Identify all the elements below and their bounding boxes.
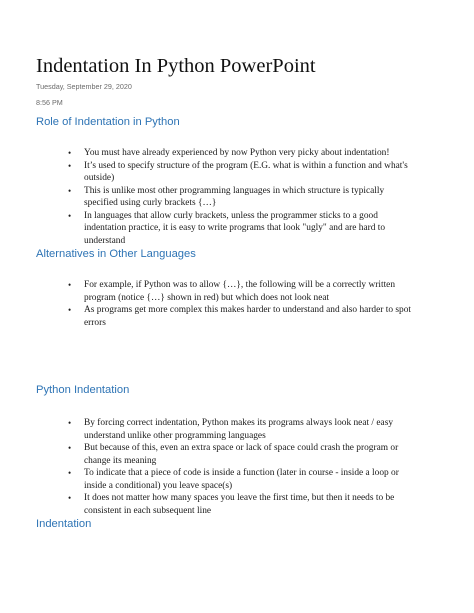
list-item: • It does not matter how many spaces you leave the first time, but then it needs to be consistent in each subsequent line xyxy=(68,493,395,516)
bullet-list-alternatives xyxy=(36,279,416,329)
list-item: • In languages that allow curly brackets, unless the programmer sticks to a good indentation practice, it is easy to write programs that look "ugly" and are hard to understand xyxy=(68,210,386,246)
list-item: • To indicate that a piece of code is inside a function (later in course - inside a loop or inside a conditional) you leave space(s) xyxy=(68,468,399,491)
bullet-icon: • xyxy=(68,148,72,158)
section-heading-role: Role of Indentation in Python xyxy=(36,116,180,128)
bullet-icon: • xyxy=(68,210,72,221)
list-item: • It’s used to specify structure of the program (E.G. what is within a function and what's outside) xyxy=(68,160,408,183)
bullet-icon: • xyxy=(68,160,72,171)
bullet-icon: • xyxy=(68,418,72,428)
page-title: Indentation In Python PowerPoint xyxy=(36,55,316,77)
list-item: • For example, if Python was to allow {…}, the following will be a correctly written program (notice {…} shown in red) but which does not look neat xyxy=(68,280,396,303)
list-item: • But because of this, even an extra space or lack of space could crash the program or change its meaning xyxy=(68,443,399,466)
section-heading-alternatives: Alternatives in Other Languages xyxy=(36,248,196,260)
list-item: • This is unlike most other programming languages in which structure is typically specified using curly brackets {…} xyxy=(68,185,385,208)
list-item: • By forcing correct indentation, Python makes its programs always look neat / easy understand unlike other programming languages xyxy=(68,418,394,441)
bullet-list-python-indentation xyxy=(36,417,416,517)
bullet-icon: • xyxy=(68,185,72,196)
section-heading-python-indentation: Python Indentation xyxy=(36,384,130,396)
bullet-list-role xyxy=(36,147,416,247)
bullet-icon: • xyxy=(68,443,72,453)
bullet-icon: • xyxy=(68,468,72,478)
bullet-icon: • xyxy=(68,280,72,290)
page-time: 8:56 PM xyxy=(36,98,63,107)
page-date: Tuesday, September 29, 2020 xyxy=(36,82,132,91)
list-item: • As programs get more complex this makes harder to understand and also harder to spot errors xyxy=(68,305,411,328)
section-heading-indentation: Indentation xyxy=(36,518,92,530)
bullet-icon: • xyxy=(68,493,72,503)
bullet-icon: • xyxy=(68,305,72,315)
list-item: • You must have already experienced by now Python very picky about indentation! xyxy=(68,148,390,158)
